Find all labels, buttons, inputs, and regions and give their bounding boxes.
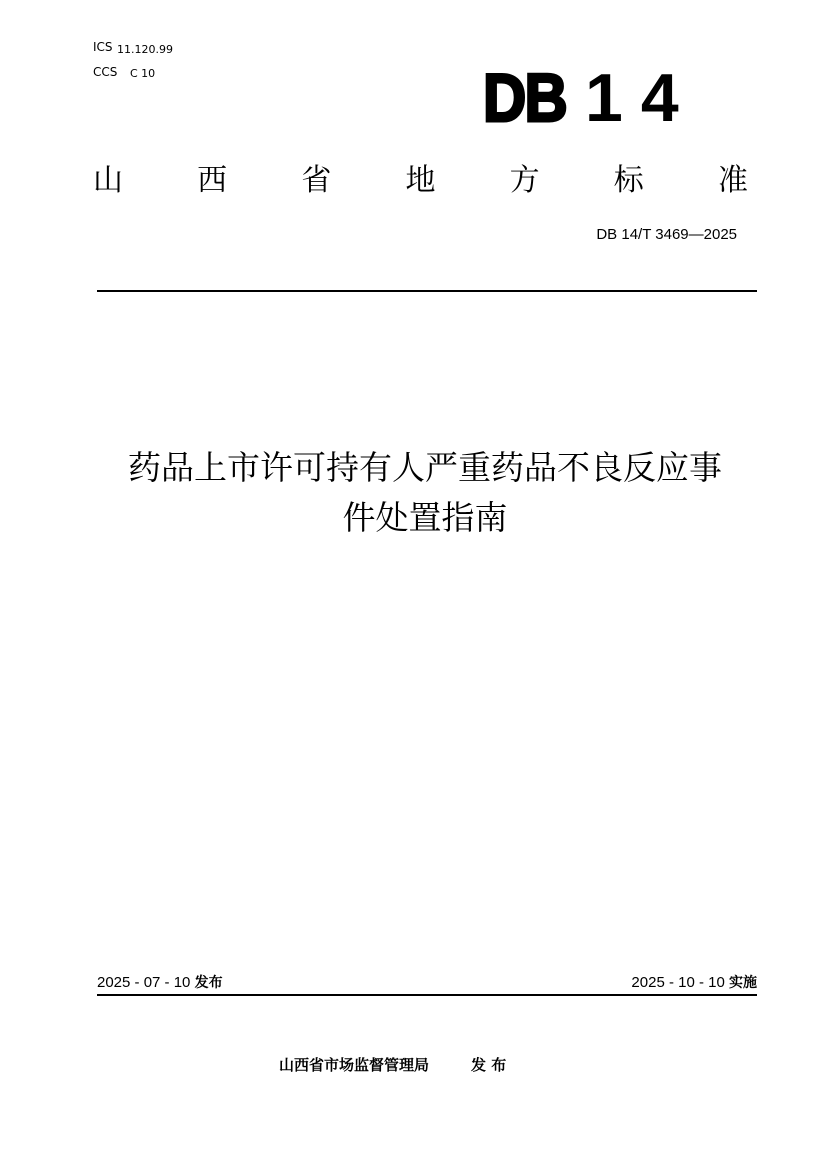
ics-code: 11.120.99 — [117, 43, 173, 56]
ccs-code: C 10 — [130, 67, 156, 80]
document-title — [70, 443, 780, 543]
issuer-name: 山西省市场监督管理局 — [279, 1056, 430, 1074]
implement-date — [631, 974, 757, 992]
implement-date-value: 2025 - 10 - 10 — [631, 974, 725, 991]
publish-date — [97, 974, 223, 992]
publish-date-value: 2025 - 07 - 10 — [97, 974, 191, 991]
standard-type-heading — [93, 163, 748, 199]
title-line-2: 件处置指南 — [342, 498, 508, 537]
implement-label: 实施 — [729, 975, 757, 991]
top-divider — [97, 290, 757, 292]
standard-type-char: 山 — [93, 163, 123, 198]
title-line-1: 药品上市许可持有人严重药品不良反应事 — [128, 448, 722, 487]
standard-type-char: 省 — [301, 163, 332, 198]
ics-label: ICS — [93, 40, 113, 54]
db-logo-letters: DB — [483, 60, 566, 136]
publish-label: 发布 — [194, 975, 223, 991]
ccs-label: CCS — [93, 65, 118, 79]
standard-type-char: 标 — [613, 163, 644, 198]
standard-number: DB 14/T 3469—2025 — [596, 226, 737, 243]
issuer-action: 发 布 — [471, 1056, 507, 1074]
standard-type-char: 地 — [405, 163, 436, 198]
standard-type-char: 准 — [717, 163, 748, 198]
standard-type-char: 西 — [197, 163, 228, 198]
standard-type-char: 方 — [509, 163, 540, 198]
issuing-authority — [279, 1056, 506, 1074]
bottom-divider — [97, 994, 757, 996]
db-logo-number: 14 — [585, 60, 697, 136]
